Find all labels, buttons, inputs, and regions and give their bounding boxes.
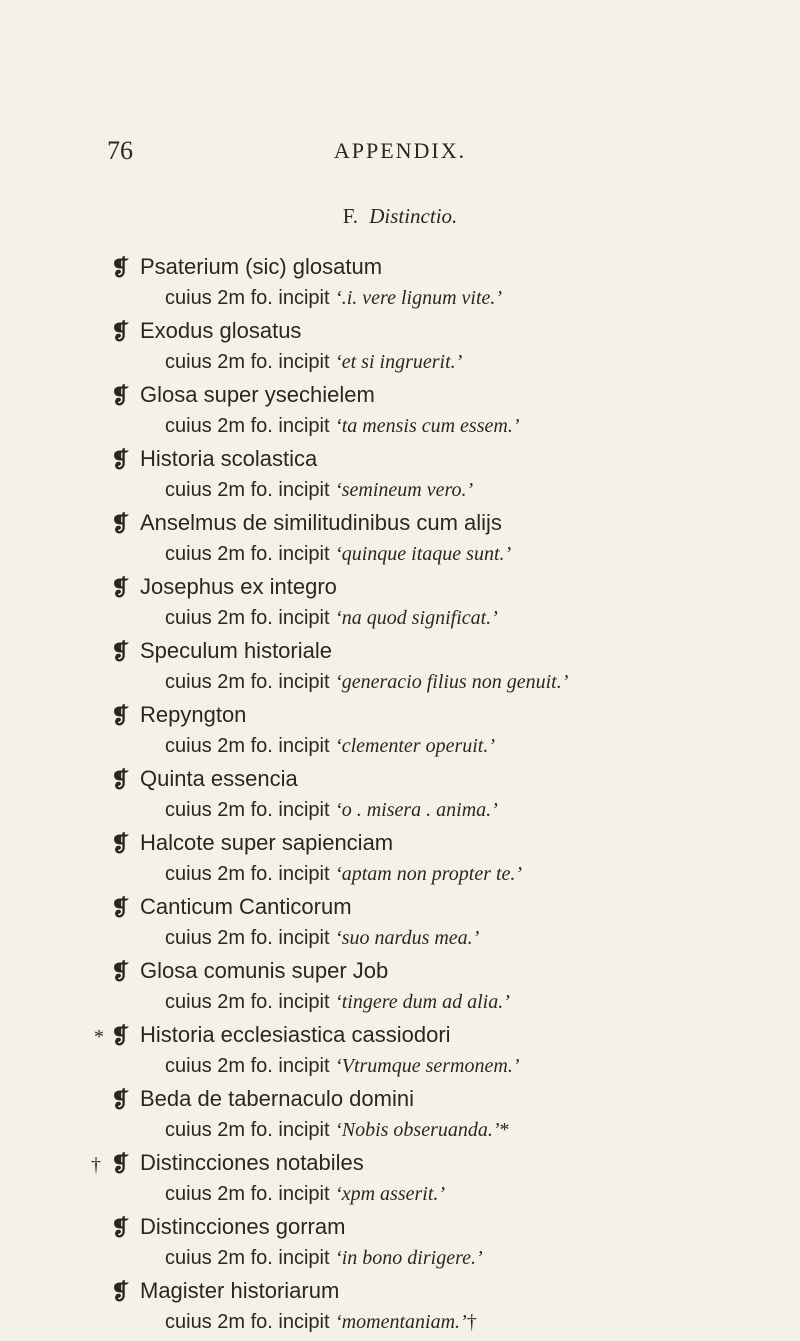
incipit-text: ‘xpm asserit.’ bbox=[335, 1183, 446, 1205]
section-heading bbox=[0, 204, 800, 229]
incipit-prefix: cuius 2m fo. incipit bbox=[165, 287, 330, 309]
paragraph-mark-icon: ❡ bbox=[111, 255, 130, 280]
incipit-text: ‘generacio filius non genuit.’ bbox=[335, 671, 569, 693]
incipit-line bbox=[165, 1116, 510, 1144]
catalogue-entry bbox=[0, 1149, 800, 1213]
incipit-line bbox=[165, 732, 495, 760]
incipit-line bbox=[165, 1180, 445, 1208]
incipit-text: ‘Vtrumque sermonem.’ bbox=[335, 1055, 520, 1077]
entry-title: Psaterium (sic) glosatum bbox=[140, 254, 383, 279]
page-number: 76 bbox=[107, 136, 133, 165]
incipit-prefix: cuius 2m fo. incipit bbox=[165, 1311, 330, 1333]
incipit-prefix: cuius 2m fo. incipit bbox=[165, 1055, 330, 1077]
incipit-prefix: cuius 2m fo. incipit bbox=[165, 607, 330, 629]
incipit-text: ‘o . misera . anima.’ bbox=[335, 799, 498, 821]
incipit-prefix: cuius 2m fo. incipit bbox=[165, 863, 330, 885]
entry-title: Halcote super sapienciam bbox=[140, 830, 394, 855]
incipit-prefix: cuius 2m fo. incipit bbox=[165, 1119, 330, 1141]
paragraph-mark-icon: ❡ bbox=[111, 639, 130, 664]
catalogue-entry bbox=[0, 253, 800, 317]
entry-title: Beda de tabernaculo domini bbox=[140, 1086, 414, 1111]
entry-title: Repyngton bbox=[140, 702, 247, 727]
dagger-mark: † bbox=[466, 1311, 477, 1333]
incipit-prefix: cuius 2m fo. incipit bbox=[165, 799, 330, 821]
incipit-line bbox=[165, 924, 479, 952]
paragraph-mark-icon: ❡ bbox=[111, 831, 130, 856]
paragraph-mark-icon: ❡ bbox=[111, 511, 130, 536]
catalogue-entry bbox=[0, 1021, 800, 1085]
asterisk-mark: * bbox=[94, 1026, 104, 1048]
entry-title: Distincciones gorram bbox=[140, 1214, 346, 1239]
incipit-line bbox=[165, 1244, 483, 1272]
incipit-text: ‘ta mensis cum essem.’ bbox=[335, 415, 520, 437]
entry-title: Distincciones notabiles bbox=[140, 1150, 364, 1175]
incipit-line bbox=[165, 796, 498, 824]
entry-title: Glosa super ysechielem bbox=[140, 382, 375, 407]
entry-title: Quinta essencia bbox=[140, 766, 298, 791]
incipit-prefix: cuius 2m fo. incipit bbox=[165, 1183, 330, 1205]
catalogue-entry bbox=[0, 445, 800, 509]
incipit-prefix: cuius 2m fo. incipit bbox=[165, 1247, 330, 1269]
paragraph-mark-icon: ❡ bbox=[111, 1087, 130, 1112]
incipit-prefix: cuius 2m fo. incipit bbox=[165, 479, 330, 501]
incipit-line bbox=[165, 668, 568, 696]
incipit-line bbox=[165, 284, 502, 312]
catalogue-entry bbox=[0, 317, 800, 381]
paragraph-mark-icon: ❡ bbox=[111, 703, 130, 728]
paragraph-mark-icon: ❡ bbox=[111, 767, 130, 792]
paragraph-mark-icon: ❡ bbox=[111, 1215, 130, 1240]
incipit-line bbox=[165, 1308, 477, 1336]
incipit-prefix: cuius 2m fo. incipit bbox=[165, 671, 330, 693]
dagger-mark: † bbox=[91, 1154, 101, 1176]
catalogue-entry bbox=[0, 637, 800, 701]
running-title: APPENDIX. bbox=[333, 138, 467, 163]
catalogue-entry bbox=[0, 893, 800, 957]
incipit-prefix: cuius 2m fo. incipit bbox=[165, 543, 330, 565]
entry-title: Exodus glosatus bbox=[140, 318, 302, 343]
catalogue-entry bbox=[0, 1213, 800, 1277]
incipit-text: ‘in bono dirigere.’ bbox=[335, 1247, 483, 1269]
incipit-prefix: cuius 2m fo. incipit bbox=[165, 735, 330, 757]
catalogue-entry bbox=[0, 573, 800, 637]
paragraph-mark-icon: ❡ bbox=[111, 1023, 130, 1048]
paragraph-mark-icon: ❡ bbox=[111, 575, 130, 600]
catalogue-entry bbox=[0, 1277, 800, 1341]
incipit-text: ‘Nobis obseruanda.’ bbox=[335, 1119, 500, 1141]
entry-title: Speculum historiale bbox=[140, 638, 332, 663]
entry-title: Anselmus de similitudinibus cum alijs bbox=[140, 510, 502, 535]
paragraph-mark-icon: ❡ bbox=[111, 959, 130, 984]
catalogue-entry bbox=[0, 381, 800, 445]
incipit-text: ‘quinque itaque sunt.’ bbox=[335, 543, 512, 565]
entry-title: Josephus ex integro bbox=[140, 574, 337, 599]
incipit-line bbox=[165, 1052, 519, 1080]
catalogue-entry bbox=[0, 765, 800, 829]
asterisk-mark: * bbox=[499, 1119, 510, 1141]
incipit-line bbox=[165, 476, 473, 504]
incipit-line bbox=[165, 604, 498, 632]
section-letter: F. bbox=[342, 204, 358, 228]
paragraph-mark-icon: ❡ bbox=[111, 447, 130, 472]
incipit-text: ‘aptam non propter te.’ bbox=[335, 863, 523, 885]
catalogue-entry bbox=[0, 829, 800, 893]
catalogue-entry bbox=[0, 1085, 800, 1149]
catalogue-entry bbox=[0, 509, 800, 573]
incipit-line bbox=[165, 860, 522, 888]
incipit-prefix: cuius 2m fo. incipit bbox=[165, 415, 330, 437]
running-head bbox=[0, 136, 800, 166]
incipit-text: ‘na quod significat.’ bbox=[335, 607, 498, 629]
catalogue-entry bbox=[0, 701, 800, 765]
incipit-prefix: cuius 2m fo. incipit bbox=[165, 351, 330, 373]
catalogue-entries bbox=[0, 253, 800, 1341]
entry-title: Magister historiarum bbox=[140, 1278, 340, 1303]
incipit-line bbox=[165, 540, 511, 568]
incipit-text: ‘semineum vero.’ bbox=[335, 479, 474, 501]
paragraph-mark-icon: ❡ bbox=[111, 895, 130, 920]
incipit-prefix: cuius 2m fo. incipit bbox=[165, 991, 330, 1013]
section-label: Distinctio. bbox=[369, 204, 458, 228]
entry-title: Glosa comunis super Job bbox=[140, 958, 389, 983]
entry-title: Historia scolastica bbox=[140, 446, 318, 471]
incipit-text: ‘et si ingruerit.’ bbox=[335, 351, 463, 373]
paragraph-mark-icon: ❡ bbox=[111, 1151, 130, 1176]
entry-title: Canticum Canticorum bbox=[140, 894, 352, 919]
paragraph-mark-icon: ❡ bbox=[111, 1279, 130, 1304]
incipit-text: ‘clementer operuit.’ bbox=[335, 735, 496, 757]
incipit-text: ‘.i. vere lignum vite.’ bbox=[335, 287, 503, 309]
paragraph-mark-icon: ❡ bbox=[111, 383, 130, 408]
incipit-text: ‘suo nardus mea.’ bbox=[335, 927, 480, 949]
incipit-line bbox=[165, 348, 462, 376]
incipit-prefix: cuius 2m fo. incipit bbox=[165, 927, 330, 949]
incipit-text: ‘tingere dum ad alia.’ bbox=[335, 991, 510, 1013]
paragraph-mark-icon: ❡ bbox=[111, 319, 130, 344]
catalogue-entry bbox=[0, 957, 800, 1021]
incipit-line bbox=[165, 988, 510, 1016]
entry-title: Historia ecclesiastica cassiodori bbox=[140, 1022, 451, 1047]
incipit-line bbox=[165, 412, 519, 440]
incipit-text: ‘momentaniam.’ bbox=[335, 1311, 467, 1333]
